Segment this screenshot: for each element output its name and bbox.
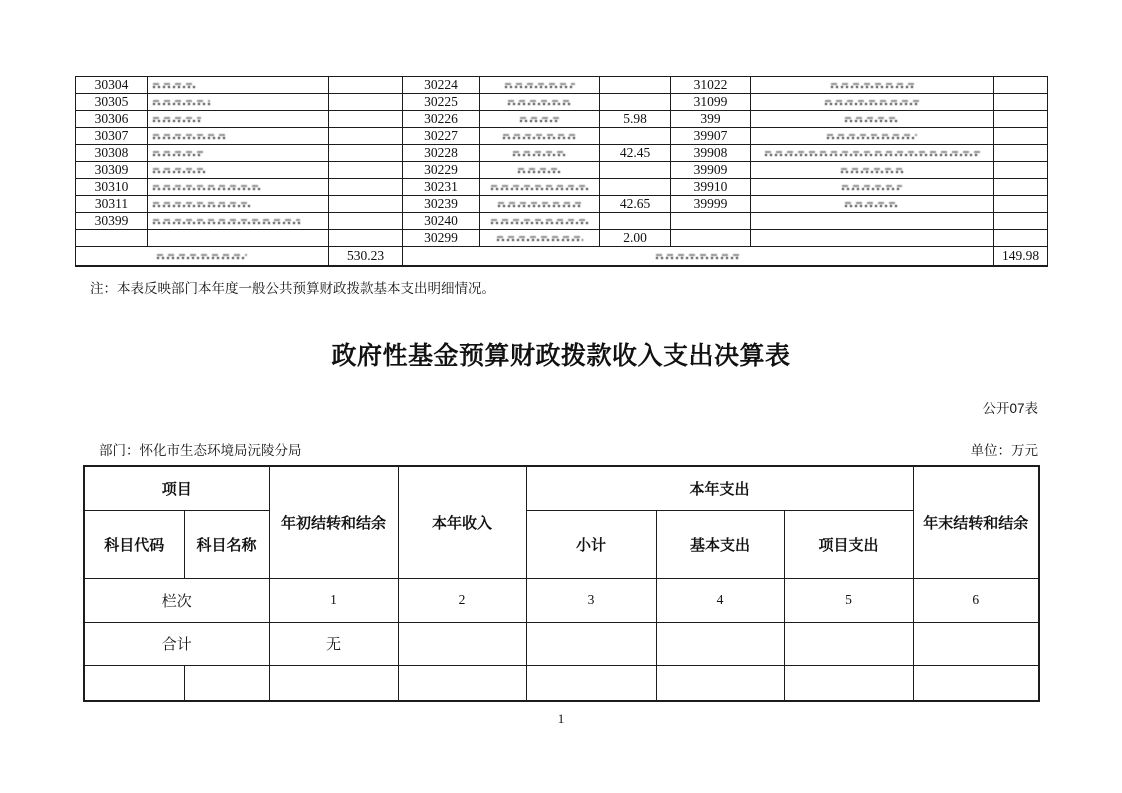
subject-name-cell	[751, 179, 994, 196]
illegible-subject-name	[498, 202, 581, 207]
header-current-expenditure: 本年支出	[526, 466, 913, 510]
amount-cell: 42.65	[600, 196, 671, 213]
detail-table-row	[76, 94, 1048, 111]
amount-cell	[994, 128, 1048, 145]
detail-table-row	[76, 230, 1048, 247]
amount-cell	[600, 128, 671, 145]
empty-cell	[269, 665, 398, 701]
subject-code-cell	[671, 213, 751, 230]
detail-table-row	[76, 128, 1048, 145]
illegible-subject-name	[842, 185, 902, 190]
amount-cell	[600, 77, 671, 94]
subject-code-cell: 30240	[403, 213, 480, 230]
header-basic-expenditure: 基本支出	[656, 510, 784, 578]
detail-table-row	[76, 145, 1048, 162]
amount-cell	[994, 77, 1048, 94]
illegible-subject-name	[518, 168, 561, 173]
amount-cell	[329, 128, 403, 145]
column-index-cell: 1	[269, 578, 398, 622]
subject-code-cell: 30308	[76, 145, 148, 162]
illegible-subject-name	[827, 134, 917, 139]
illegible-total-label	[656, 254, 741, 259]
illegible-subject-name	[513, 151, 567, 156]
subject-name-cell	[480, 111, 600, 128]
illegible-subject-name	[153, 151, 203, 156]
subject-code-cell: 30307	[76, 128, 148, 145]
basic-expenditure-detail-table	[75, 76, 1048, 267]
subject-name-cell	[480, 230, 600, 247]
empty-code-cell	[84, 665, 184, 701]
grand-total-row	[84, 622, 1039, 665]
subject-code-cell: 30226	[403, 111, 480, 128]
header-subject-name: 科目名称	[184, 510, 269, 578]
subject-name-cell	[751, 128, 994, 145]
illegible-subject-name	[153, 134, 226, 139]
illegible-subject-name	[491, 185, 588, 190]
subject-code-cell: 30225	[403, 94, 480, 111]
header-project: 项目	[84, 466, 269, 510]
subject-code-cell: 30399	[76, 213, 148, 230]
grand-total-cell	[784, 622, 913, 665]
subject-code-cell: 39999	[671, 196, 751, 213]
subject-name-cell	[751, 145, 994, 162]
amount-cell	[329, 213, 403, 230]
column-index-cell: 2	[398, 578, 526, 622]
subject-code-cell: 30231	[403, 179, 480, 196]
subject-code-cell: 399	[671, 111, 751, 128]
header-closing-balance: 年末结转和结余	[913, 466, 1039, 578]
department-label: 部门：怀化市生态环境局沅陵分局	[99, 443, 302, 458]
header-current-income: 本年收入	[398, 466, 526, 578]
amount-cell	[994, 196, 1048, 213]
detail-table-row	[76, 213, 1048, 230]
subject-code-cell: 30310	[76, 179, 148, 196]
subject-name-cell	[148, 196, 329, 213]
illegible-subject-name	[841, 168, 903, 173]
amount-cell: 149.98	[994, 247, 1048, 266]
amount-cell	[329, 162, 403, 179]
amount-cell	[600, 94, 671, 111]
subject-name-cell	[751, 111, 994, 128]
subject-name-cell	[148, 77, 329, 94]
empty-cell	[784, 665, 913, 701]
grand-total-cell: 无	[269, 622, 398, 665]
subject-name-cell	[751, 94, 994, 111]
column-index-cell: 4	[656, 578, 784, 622]
detail-table-row	[76, 179, 1048, 196]
subject-code-cell: 30224	[403, 77, 480, 94]
subject-name-cell	[148, 179, 329, 196]
subject-name-cell	[148, 162, 329, 179]
grand-total-cell	[913, 622, 1039, 665]
subject-name-cell	[751, 77, 994, 94]
header-subtotal: 小计	[526, 510, 656, 578]
grand-total-label: 合计	[84, 622, 269, 665]
amount-cell	[329, 196, 403, 213]
illegible-subject-name	[508, 100, 572, 105]
table-note: 注：本表反映部门本年度一般公共预算财政拨款基本支出明细情况。	[90, 281, 495, 296]
empty-cell	[656, 665, 784, 701]
subject-code-cell: 30299	[403, 230, 480, 247]
subject-name-cell	[751, 162, 994, 179]
illegible-subject-name	[153, 100, 210, 105]
amount-cell	[329, 94, 403, 111]
header-row-1	[84, 466, 1039, 510]
subject-name-cell	[480, 94, 600, 111]
subject-name-cell	[148, 111, 329, 128]
subject-name-cell	[148, 94, 329, 111]
subject-name-cell	[751, 213, 994, 230]
illegible-subject-name	[503, 134, 576, 139]
detail-table-row	[76, 196, 1048, 213]
grand-total-cell	[656, 622, 784, 665]
amount-cell	[994, 162, 1048, 179]
grand-total-cell	[526, 622, 656, 665]
empty-cell	[398, 665, 526, 701]
subject-code-cell	[671, 230, 751, 247]
subject-code-cell: 30239	[403, 196, 480, 213]
amount-cell	[994, 230, 1048, 247]
detail-table-total-row	[76, 247, 1048, 266]
header-row-2	[84, 510, 1039, 578]
subject-code-cell: 30311	[76, 196, 148, 213]
amount-cell	[994, 111, 1048, 128]
amount-cell	[329, 145, 403, 162]
subject-name-cell	[480, 77, 600, 94]
amount-cell	[329, 179, 403, 196]
total-label-cell	[403, 247, 994, 266]
subject-code-cell: 39908	[671, 145, 751, 162]
page-title: 政府性基金预算财政拨款收入支出决算表	[331, 342, 791, 370]
detail-table-row	[76, 77, 1048, 94]
header-subject-code: 科目代码	[84, 510, 184, 578]
illegible-subject-name	[153, 168, 205, 173]
detail-table-row	[76, 111, 1048, 128]
subject-code-cell: 30227	[403, 128, 480, 145]
illegible-subject-name	[845, 202, 900, 207]
column-index-cell: 3	[526, 578, 656, 622]
subject-code-cell: 30306	[76, 111, 148, 128]
illegible-subject-name	[153, 117, 201, 122]
column-index-cell: 5	[784, 578, 913, 622]
empty-name-cell	[184, 665, 269, 701]
illegible-subject-name	[825, 100, 920, 105]
subject-code-cell: 30228	[403, 145, 480, 162]
subject-code-cell: 31099	[671, 94, 751, 111]
gov-fund-budget-table	[83, 465, 1040, 702]
amount-cell	[329, 230, 403, 247]
amount-cell	[329, 111, 403, 128]
detail-table-body	[76, 77, 1048, 266]
total-label-cell	[76, 247, 329, 266]
subject-name-cell	[751, 230, 994, 247]
amount-cell	[329, 77, 403, 94]
subject-name-cell	[148, 230, 329, 247]
subject-code-cell: 30304	[76, 77, 148, 94]
subject-code-cell: 39910	[671, 179, 751, 196]
table-number: 公开07表	[982, 401, 1038, 416]
amount-cell	[994, 179, 1048, 196]
illegible-subject-name	[153, 219, 300, 224]
subject-name-cell	[480, 196, 600, 213]
subject-name-cell	[480, 128, 600, 145]
empty-cell	[913, 665, 1039, 701]
illegible-subject-name	[765, 151, 980, 156]
page-number: 1	[557, 711, 565, 726]
subject-name-cell	[480, 145, 600, 162]
column-index-row	[84, 578, 1039, 622]
detail-table-row	[76, 162, 1048, 179]
amount-cell	[994, 145, 1048, 162]
subject-name-cell	[480, 179, 600, 196]
illegible-subject-name	[497, 236, 583, 241]
subject-name-cell	[148, 213, 329, 230]
amount-cell: 5.98	[600, 111, 671, 128]
subject-code-cell: 31022	[671, 77, 751, 94]
subject-code-cell: 30309	[76, 162, 148, 179]
illegible-subject-name	[505, 83, 575, 88]
amount-cell	[600, 179, 671, 196]
subject-code-cell: 39909	[671, 162, 751, 179]
amount-cell	[994, 94, 1048, 111]
illegible-subject-name	[520, 117, 560, 122]
subject-code-cell: 30305	[76, 94, 148, 111]
unit-label: 单位：万元	[970, 443, 1038, 458]
subject-name-cell	[751, 196, 994, 213]
header-opening-balance: 年初结转和结余	[269, 466, 398, 578]
amount-cell	[600, 162, 671, 179]
subject-code-cell: 39907	[671, 128, 751, 145]
grand-total-cell	[398, 622, 526, 665]
illegible-subject-name	[153, 185, 260, 190]
illegible-subject-name	[153, 202, 250, 207]
illegible-subject-name	[491, 219, 588, 224]
amount-cell: 530.23	[329, 247, 403, 266]
subject-code-cell: 30229	[403, 162, 480, 179]
subject-name-cell	[480, 213, 600, 230]
column-index-label: 栏次	[84, 578, 269, 622]
amount-cell: 2.00	[600, 230, 671, 247]
amount-cell	[994, 213, 1048, 230]
empty-data-row	[84, 665, 1039, 701]
illegible-subject-name	[831, 83, 914, 88]
column-index-cell: 6	[913, 578, 1039, 622]
subject-name-cell	[148, 128, 329, 145]
illegible-subject-name	[845, 117, 900, 122]
amount-cell: 42.45	[600, 145, 671, 162]
amount-cell	[600, 213, 671, 230]
illegible-total-label	[157, 254, 247, 259]
illegible-subject-name	[153, 83, 196, 88]
empty-cell	[526, 665, 656, 701]
header-project-expenditure: 项目支出	[784, 510, 913, 578]
subject-name-cell	[148, 145, 329, 162]
subject-name-cell	[480, 162, 600, 179]
subject-code-cell	[76, 230, 148, 247]
